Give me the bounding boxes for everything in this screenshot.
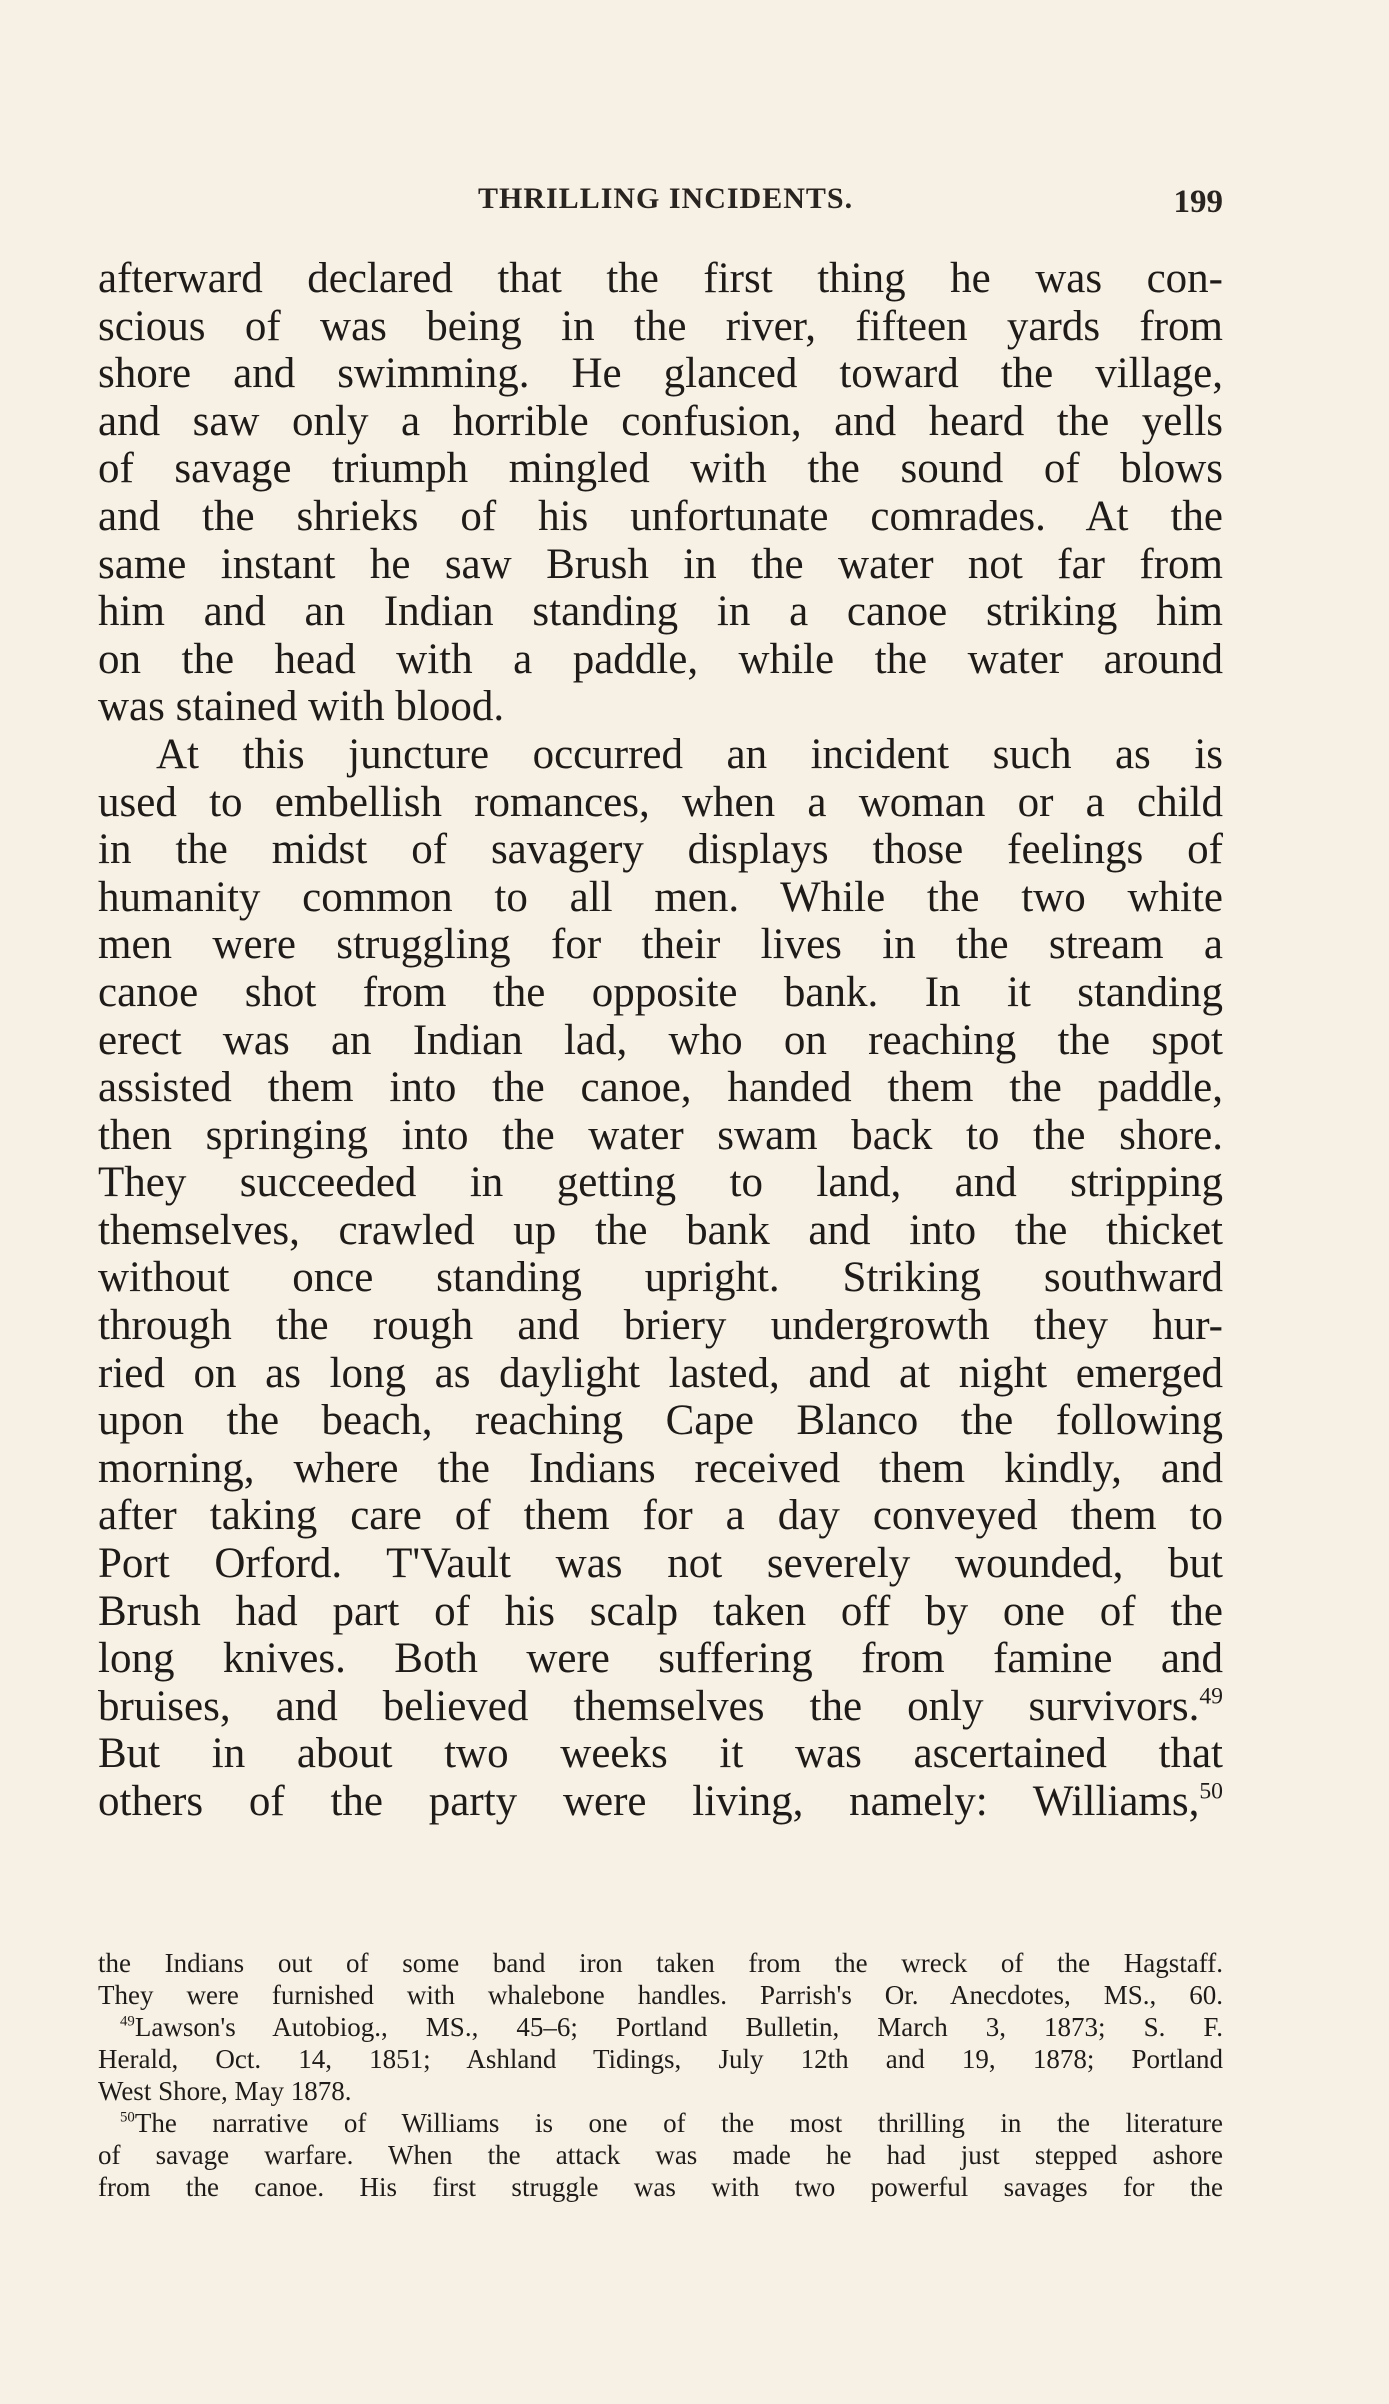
text-line: long knives. Both were suffering from famine and bbox=[98, 1635, 1223, 1683]
text-line: men were struggling for their lives in the stream a bbox=[98, 921, 1223, 969]
text-line: themselves, crawled up the bank and into the thicket bbox=[98, 1206, 1223, 1254]
text-segment: bruises, and believed themselves the only survivors. bbox=[98, 1682, 1200, 1730]
footnote-line: Herald, Oct. 14, 1851; Ashland Tidings, July 12th and 19, 1878; Portland bbox=[98, 2044, 1223, 2074]
text-line: and saw only a horrible confusion, and heard the yells bbox=[98, 397, 1223, 445]
text-line: erect was an Indian lad, who on reaching the spot bbox=[98, 1016, 1223, 1064]
text-line: Brush had part of his scalp taken off by one of the bbox=[98, 1587, 1223, 1635]
text-line: canoe shot from the opposite bank. In it standing bbox=[98, 968, 1223, 1016]
paragraph-start-line: At this juncture occurred an incident such as is bbox=[156, 730, 1223, 778]
text-line: assisted them into the canoe, handed them the paddle, bbox=[98, 1064, 1223, 1112]
running-head: THRILLING INCIDENTS. bbox=[478, 182, 854, 215]
text-line: ried on as long as daylight lasted, and at night emerged bbox=[98, 1349, 1223, 1397]
text-line: But in about two weeks it was ascertained that bbox=[98, 1730, 1223, 1778]
footnote-ref-50[interactable]: 50 bbox=[1199, 1778, 1223, 1805]
text-line: through the rough and briery undergrowth they hur- bbox=[98, 1302, 1223, 1350]
text-line: They succeeded in getting to land, and stripping bbox=[98, 1159, 1223, 1207]
text-line: afterward declared that the first thing he was con- bbox=[98, 255, 1223, 302]
footnote-50-line bbox=[98, 2107, 1223, 2139]
footnote-line: the Indians out of some band iron taken from the wreck of the Hagstaff. bbox=[98, 1948, 1223, 1978]
text-line: in the midst of savagery displays those feelings of bbox=[98, 826, 1223, 874]
footnote-marker-50: 50 bbox=[120, 2109, 135, 2126]
paragraph-end-line: was stained with blood. bbox=[98, 683, 505, 731]
text-segment: others of the party were living, namely: Williams, bbox=[98, 1778, 1200, 1825]
text-line: and the shrieks of his unfortunate comrades. At the bbox=[98, 492, 1223, 540]
footnote-line: of savage warfare. When the attack was made he had just stepped ashore bbox=[98, 2140, 1223, 2170]
main-text bbox=[98, 255, 1223, 1826]
text-line: then springing into the water swam back to the shore. bbox=[98, 1111, 1223, 1159]
text-line-with-footnote bbox=[98, 1778, 1223, 1826]
footnote-line: They were furnished with whalebone handles. Parrish's Or. Anecdotes, MS., 60. bbox=[98, 1980, 1223, 2010]
footnote-49-line bbox=[98, 2011, 1223, 2043]
text-line: used to embellish romances, when a woman or a child bbox=[98, 778, 1223, 826]
footnote-line: West Shore, May 1878. bbox=[98, 2076, 352, 2106]
text-line: after taking care of them for a day conveyed them to bbox=[98, 1492, 1223, 1540]
text-line: without once standing upright. Striking southward bbox=[98, 1254, 1223, 1302]
page-header bbox=[98, 182, 1223, 232]
text-line: scious of was being in the river, fifteen yards from bbox=[98, 302, 1223, 350]
footnotes bbox=[98, 1947, 1223, 2203]
text-line: on the head with a paddle, while the water around bbox=[98, 635, 1223, 683]
page-number: 199 bbox=[1173, 184, 1223, 220]
footnote-marker-49: 49 bbox=[120, 2013, 135, 2030]
text-line: shore and swimming. He glanced toward the village, bbox=[98, 350, 1223, 398]
footnote-ref-49[interactable]: 49 bbox=[1199, 1683, 1223, 1710]
text-line: of savage triumph mingled with the sound of blows bbox=[98, 445, 1223, 493]
text-line: Port Orford. T'Vault was not severely wounded, but bbox=[98, 1540, 1223, 1588]
text-line: morning, where the Indians received them kindly, and bbox=[98, 1444, 1223, 1492]
text-line: him and an Indian standing in a canoe striking him bbox=[98, 588, 1223, 636]
text-line: same instant he saw Brush in the water not far from bbox=[98, 540, 1223, 588]
footnote-line: from the canoe. His first struggle was with two powerful savages for the bbox=[98, 2172, 1223, 2202]
footnote-text: Lawson's Autobiog., MS., 45–6; Portland Bulletin, March 3, 1873; S. F. bbox=[134, 2012, 1223, 2042]
text-line: humanity common to all men. While the two white bbox=[98, 873, 1223, 921]
footnote-text: The narrative of Williams is one of the most thrilling in the literature bbox=[134, 2108, 1223, 2138]
text-line: upon the beach, reaching Cape Blanco the following bbox=[98, 1397, 1223, 1445]
text-line-with-footnote bbox=[98, 1683, 1223, 1731]
